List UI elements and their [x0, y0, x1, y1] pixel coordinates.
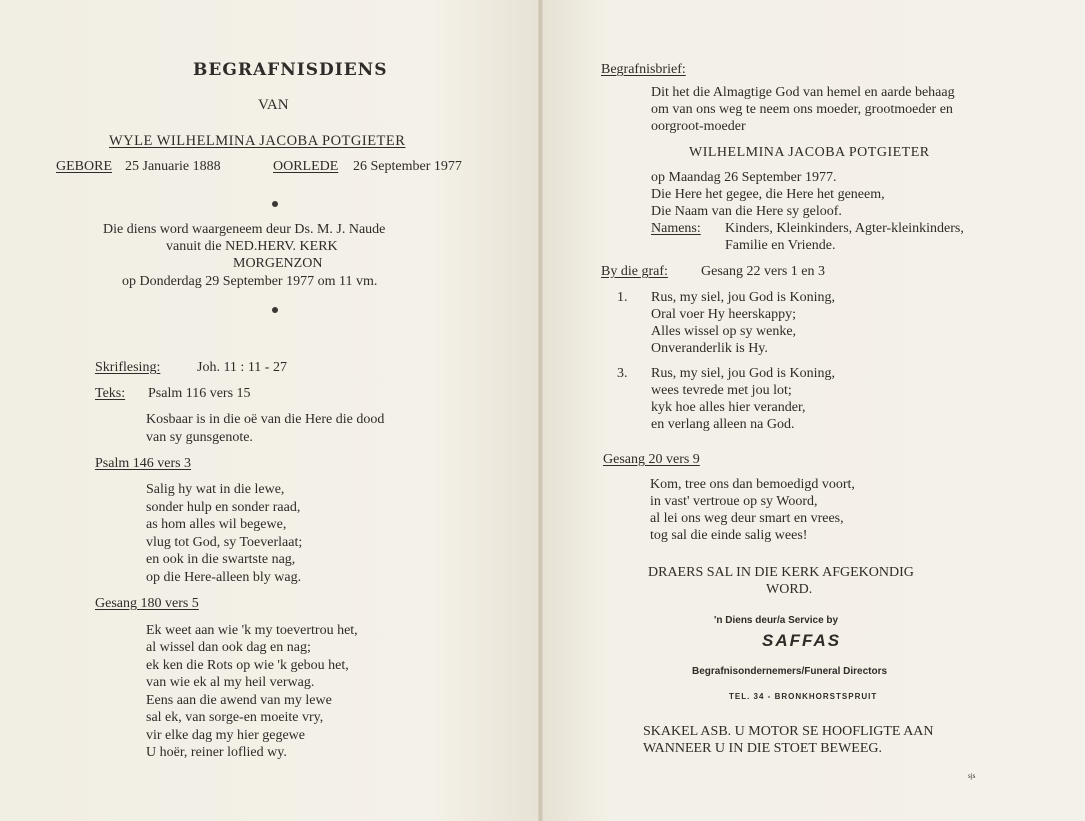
- service-line: vanuit die NED.HERV. KERK: [166, 239, 338, 254]
- psalm-line: Salig hy wat in die lewe,: [146, 482, 285, 497]
- text-value: Psalm 116 vers 15: [148, 386, 251, 401]
- letter-label: Begrafnisbrief:: [601, 62, 686, 77]
- gesang-line: ek ken die Rots op wie 'k gebou het,: [146, 658, 349, 673]
- namens-label: Namens:: [651, 221, 701, 236]
- gesang-line: Ek weet aan wie 'k my toevertrou het,: [146, 623, 358, 638]
- service-line: Die diens word waargeneem deur Ds. M. J. Naude: [103, 222, 386, 237]
- funeral-home-name: SAFFAS: [762, 631, 842, 650]
- page-fold: [538, 0, 543, 821]
- left-page: [0, 0, 541, 821]
- verse-line: wees tevrede met jou lot;: [651, 383, 792, 398]
- grave-value: Gesang 22 vers 1 en 3: [701, 264, 826, 279]
- deceased-name-line: WYLE WILHELMINA JACOBA POTGIETER: [109, 133, 406, 149]
- funeral-directors-line: Begrafnisondernemers/Funeral Directors: [692, 666, 888, 677]
- verse-line: kyk hoe alles hier verander,: [651, 400, 806, 415]
- gesang-line: tog sal die einde salig wees!: [650, 528, 808, 543]
- separator-dot: [272, 201, 278, 207]
- psalm-line: as hom alles wil begewe,: [146, 517, 287, 532]
- grave-label: By die graf:: [601, 264, 668, 279]
- service-line: MORGENZON: [233, 256, 323, 271]
- after-name-line: Die Here het gegee, die Here het geneem,: [651, 187, 885, 202]
- headlights-notice: SKAKEL ASB. U MOTOR SE HOOFLIGTE AAN: [643, 724, 934, 739]
- died-date: 26 September 1977: [353, 159, 462, 174]
- born-date: 25 Januarie 1888: [125, 159, 221, 174]
- reading-value: Joh. 11 : 11 - 27: [197, 360, 287, 375]
- gesang-line: U hoër, reiner loflied wy.: [146, 745, 287, 760]
- verse-line: Oral voer Hy heerskappy;: [651, 307, 797, 322]
- gesang-line: Eens aan die awend van my lewe: [146, 693, 332, 708]
- died-label: OORLEDE: [273, 159, 339, 174]
- verse-line: en verlang alleen na God.: [651, 417, 795, 432]
- text-verse-line: Kosbaar is in die oë van die Here die dood: [146, 412, 385, 427]
- psalm-line: op die Here-alleen bly wag.: [146, 570, 302, 585]
- namens-value: Familie en Vriende.: [725, 238, 836, 253]
- gesang-heading: Gesang 20 vers 9: [603, 452, 700, 467]
- service-by-line: 'n Diens deur/a Service by: [714, 615, 839, 626]
- gesang-line: van wie ek al my heil verwag.: [146, 675, 315, 690]
- psalm-line: sonder hulp en sonder raad,: [146, 500, 301, 515]
- telephone-line: TEL. 34 - BRONKHORSTSPRUIT: [729, 692, 878, 701]
- printer-mark: sjs: [968, 772, 976, 780]
- gesang-line: vir elke dag my hier gegewe: [146, 728, 305, 743]
- service-line: op Donderdag 29 September 1977 om 11 vm.: [122, 274, 378, 289]
- psalm-heading: Psalm 146 vers 3: [95, 456, 192, 471]
- after-name-line: op Maandag 26 September 1977.: [651, 170, 837, 185]
- verse-line: Onveranderlik is Hy.: [651, 341, 768, 356]
- gesang-line: al wissel dan ook dag en nag;: [146, 640, 311, 655]
- gesang-line: in vast' vertroue op sy Woord,: [650, 494, 818, 509]
- letter-line: oorgroot-moeder: [651, 119, 746, 134]
- gesang-heading: Gesang 180 vers 5: [95, 596, 199, 611]
- bearers-notice: DRAERS SAL IN DIE KERK AFGEKONDIG: [648, 565, 914, 580]
- verse-line: Rus, my siel, jou God is Koning,: [651, 366, 835, 381]
- verse-line: Alles wissel op sy wenke,: [651, 324, 797, 339]
- verse-number: 1.: [617, 290, 628, 305]
- gesang-line: al lei ons weg deur smart en vrees,: [650, 511, 844, 526]
- separator-dot: [272, 307, 278, 313]
- verse-line: Rus, my siel, jou God is Koning,: [651, 290, 835, 305]
- gesang-line: Kom, tree ons dan bemoedigd voort,: [650, 477, 855, 492]
- text-verse-line: van sy gunsgenote.: [146, 430, 253, 445]
- psalm-line: en ook in die swartste nag,: [146, 552, 296, 567]
- namens-value: Kinders, Kleinkinders, Agter-kleinkinders,: [725, 221, 964, 236]
- right-page: [541, 0, 1085, 821]
- van-line: VAN: [258, 97, 289, 113]
- program-title: BEGRAFNISDIENS: [193, 60, 388, 80]
- verse-number: 3.: [617, 366, 628, 381]
- letter-line: Dit het die Almagtige God van hemel en aarde behaag: [651, 85, 955, 100]
- deceased-name: WILHELMINA JACOBA POTGIETER: [689, 145, 930, 160]
- gesang-line: sal ek, van sorge-en moeite vry,: [146, 710, 324, 725]
- headlights-notice: WANNEER U IN DIE STOET BEWEEG.: [643, 741, 883, 756]
- text-label: Teks:: [95, 386, 126, 401]
- psalm-line: vlug tot God, sy Toeverlaat;: [146, 535, 303, 550]
- bearers-notice: WORD.: [766, 582, 813, 597]
- born-label: GEBORE: [56, 159, 112, 174]
- after-name-line: Die Naam van die Here sy geloof.: [651, 204, 842, 219]
- reading-label: Skriflesing:: [95, 360, 161, 375]
- letter-line: om van ons weg te neem ons moeder, grootmoeder en: [651, 102, 953, 117]
